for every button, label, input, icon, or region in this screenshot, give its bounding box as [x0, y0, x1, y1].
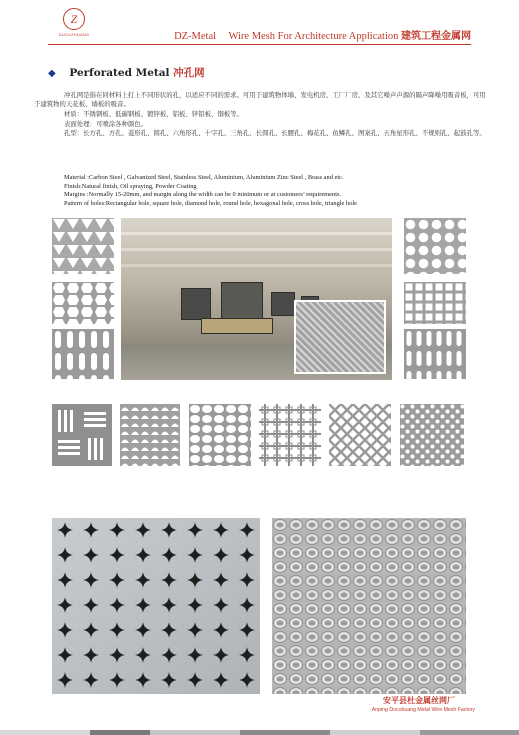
square-hole-sample — [404, 282, 466, 324]
star-hole-photo — [52, 518, 260, 694]
embossed-sheet-inset — [294, 300, 386, 374]
factory-photo — [121, 218, 392, 380]
en-margins: Margins :Normally 15-20mm, and margin along the width can be 0 minimum or at customers’ requirements. — [64, 191, 342, 199]
en-pattern: Pattern of holes:Rectangular hole, square hole, diamond hole, round hole, hexagonal hole, cross hole, triangle hole — [64, 199, 357, 207]
header-divider — [48, 44, 471, 45]
section-heading — [48, 65, 205, 80]
cn-paragraph-holes: 孔型：长方孔、方孔、菱形孔、圆孔、六角形孔、十字孔、三角孔、长圆孔、长腰孔、梅花孔、鱼鳞孔、图案孔、五角星形孔、不规则孔、起鼓孔等。 — [64, 129, 486, 137]
stripe-pattern-sample — [52, 404, 112, 466]
footer-company-cn: 安平县杜金属丝网厂 — [383, 696, 455, 705]
cn-paragraph-material: 材质：不锈钢板、低碳钢板、镀锌板、铝板、锌铝板、铜板等。 — [64, 110, 243, 118]
slot-hole-sample — [52, 329, 114, 379]
header-brand: DZ-Metal — [174, 31, 217, 42]
cn-paragraph-finish: 表面处理：可喷涂各种颜色。 — [64, 119, 148, 128]
footer-bar-segment — [420, 730, 519, 735]
footer-bar-segment — [330, 730, 420, 735]
footer-bar-segment — [150, 730, 240, 735]
diamond-bullet-icon: ◆ — [48, 68, 56, 79]
staggered-round-sample — [400, 404, 464, 466]
en-finish: Finish:Natural finish, Oil spraying, Powder Coating — [64, 182, 197, 190]
lattice-pattern-sample — [329, 404, 391, 466]
header-title-en: Wire Mesh For Architecture Application — [228, 31, 399, 42]
oblong-hole-sample — [404, 329, 466, 379]
section-title-cn: 冲孔网 — [173, 67, 205, 79]
cross-pattern-sample — [259, 404, 321, 466]
embossed-round-photo — [272, 518, 466, 694]
logo-text: DUCUZHUANG — [58, 32, 90, 37]
logo-mark: Z — [63, 8, 85, 30]
footer-bar-segment — [0, 730, 90, 735]
footer-bar-segment — [240, 730, 330, 735]
hexagon-hole-sample — [52, 282, 114, 324]
fish-scale-sample — [120, 404, 180, 466]
round-hole-sample — [404, 218, 466, 274]
cn-paragraph-intro: 冲孔网是指在同材料上打上不同形状的孔，以适应不同的需求。可用于建筑物体墙、发电机房、工厂厂房、及其它噪声声源的隔声降噪用吸音板，可用于建筑物的天花板、墙板的吸音。 — [34, 91, 486, 109]
header-title-cn: 建筑工程金属网 — [401, 31, 471, 42]
header-title — [174, 27, 471, 42]
footer-bar-segment — [90, 730, 150, 735]
triangle-hole-sample — [52, 218, 114, 274]
scale-hole-sample — [189, 404, 251, 466]
footer-company-en: Anping Ducuhuang Metal Wire Mesh Factory — [371, 707, 475, 713]
section-title-en: Perforated Metal — [69, 67, 170, 79]
en-material: Material :Carbon Steel , Galvanized Steel, Stainless Steel, Aluminium, Aluminium Zinc Steel , Brass and etc. — [64, 174, 344, 181]
company-logo — [54, 8, 94, 52]
